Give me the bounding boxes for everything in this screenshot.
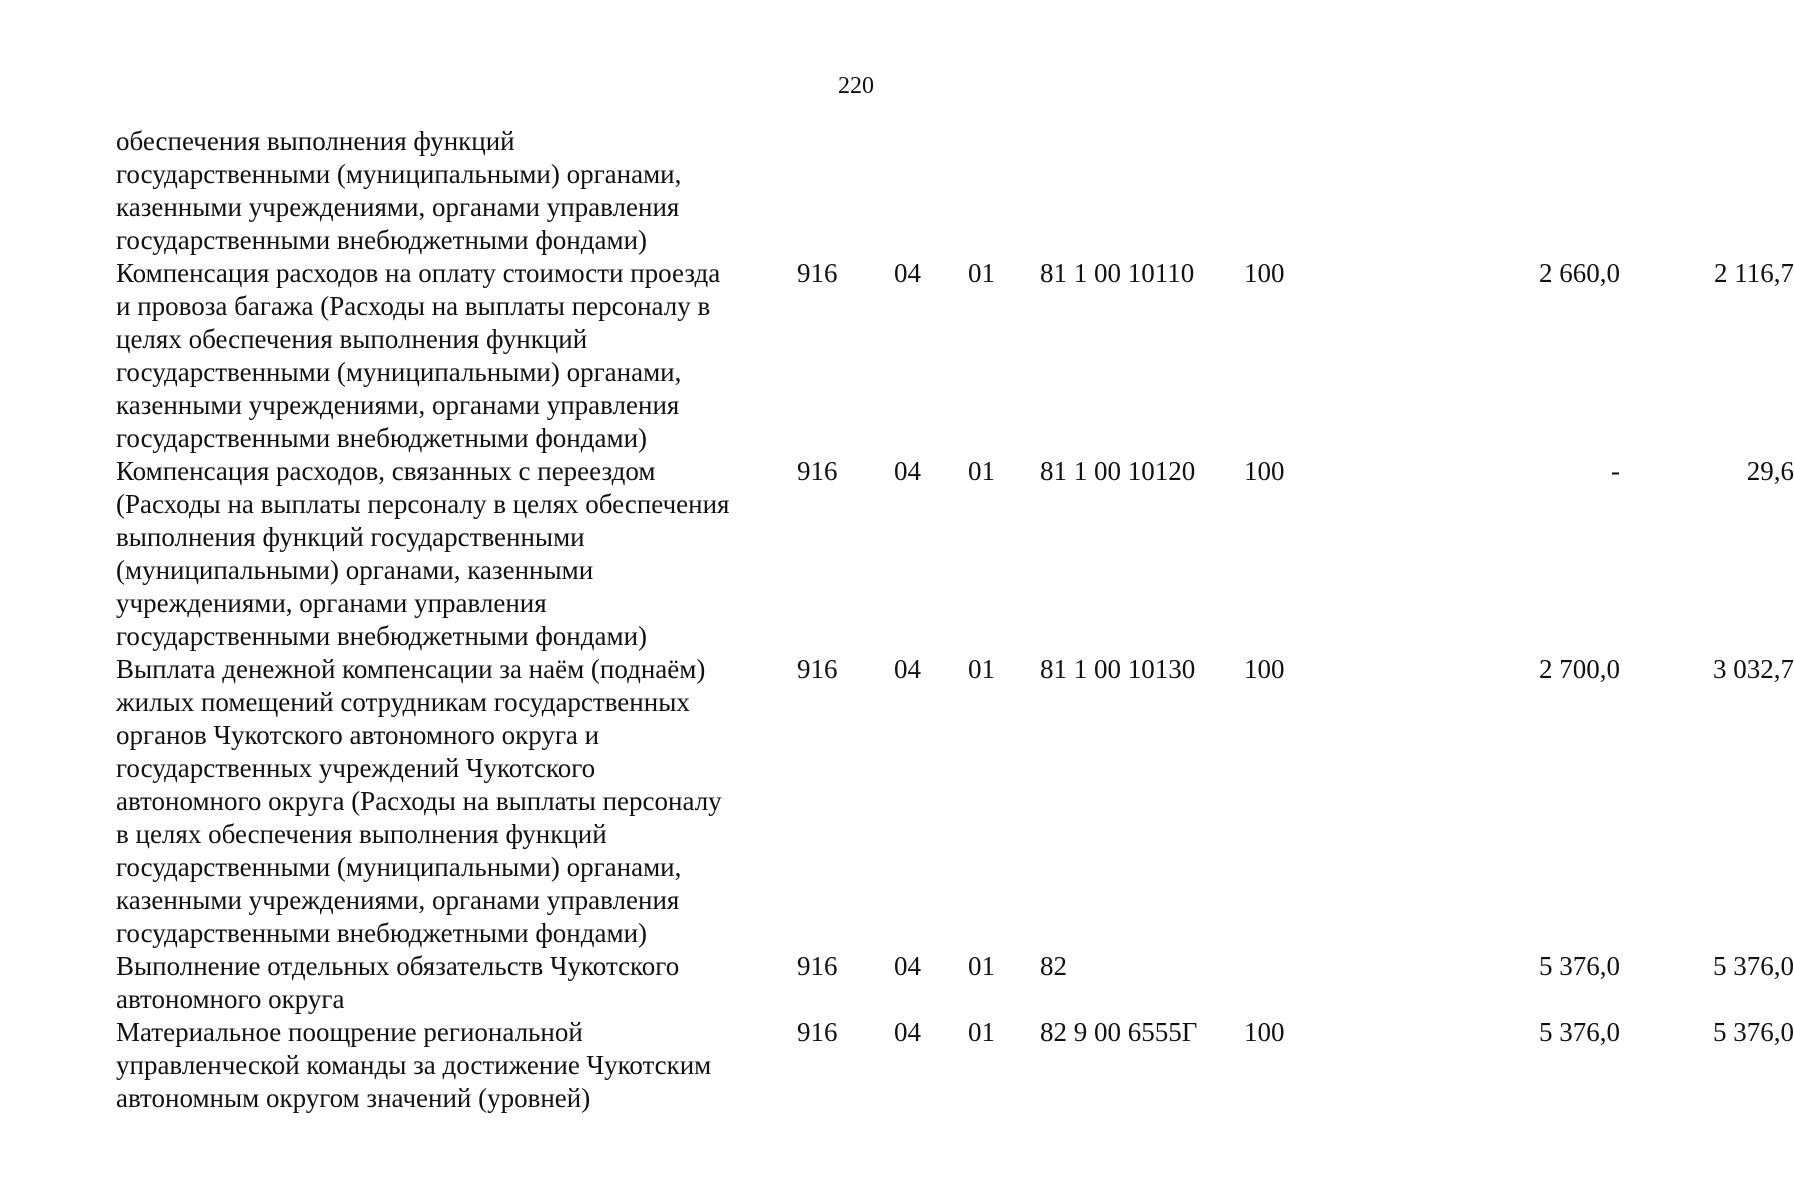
ministry-code: 916 xyxy=(797,951,838,981)
amount-1: 2 700,0 xyxy=(1539,654,1620,684)
section-code: 04 xyxy=(894,258,921,288)
target-article-code: 81 1 00 10130 xyxy=(1040,654,1196,684)
table-row xyxy=(116,125,1676,257)
subsection-code: 01 xyxy=(968,951,995,981)
budget-table xyxy=(116,125,1794,1115)
expense-type-code: 100 xyxy=(1244,456,1285,486)
section-code: 04 xyxy=(894,456,921,486)
row-description: обеспечения выполнения функций государственными (муниципальными) органами, казенными учреждениями, органами управления государственными внебюджетными фондами) xyxy=(116,126,682,255)
expense-type-code: 100 xyxy=(1244,1017,1285,1047)
amount-1: 5 376,0 xyxy=(1539,951,1620,981)
subsection-code: 01 xyxy=(968,456,995,486)
amount-1: 2 660,0 xyxy=(1539,258,1620,288)
amount-2: 5 376,0 xyxy=(1713,1017,1794,1047)
target-article-code: 82 9 00 6555Г xyxy=(1040,1017,1198,1047)
table-row xyxy=(116,257,1794,455)
section-code: 04 xyxy=(894,951,921,981)
subsection-code: 01 xyxy=(968,1017,995,1047)
ministry-code: 916 xyxy=(797,258,838,288)
target-article-code: 81 1 00 10110 xyxy=(1040,258,1195,288)
page-number: 220 xyxy=(838,73,874,99)
table-row xyxy=(116,1016,1794,1115)
row-description: Материальное поощрение региональной управленческой команды за достижение Чукотским автономным округом значений (уровней) xyxy=(116,1017,712,1113)
row-description: Выплата денежной компенсации за наём (поднаём) жилых помещений сотрудникам государственных органов Чукотского автономного округа и государственных учреждений Чукотского автономного округа (Расходы на выплаты персоналу в целях обеспечения выполнения функций государственными (муниципальными) органами, казенными учреждениями, органами управления государственными внебюджетными фондами) xyxy=(116,654,722,948)
expense-type-code: 100 xyxy=(1244,654,1285,684)
amount-2: 3 032,7 xyxy=(1713,654,1794,684)
target-article-code: 82 xyxy=(1040,951,1067,981)
amount-2: 2 116,7 xyxy=(1714,258,1794,288)
table-row xyxy=(116,950,1794,1016)
amount-1: 5 376,0 xyxy=(1539,1017,1620,1047)
expense-type-code: 100 xyxy=(1244,258,1285,288)
row-description: Компенсация расходов, связанных с переездом (Расходы на выплаты персоналу в целях обеспечения выполнения функций государственными (муниципальными) органами, казенными учреждениями, органами управления государственными внебюджетными фондами) xyxy=(116,456,730,651)
amount-1: - xyxy=(1611,456,1620,486)
subsection-code: 01 xyxy=(968,258,995,288)
table-row xyxy=(116,653,1794,950)
row-description: Компенсация расходов на оплату стоимости проезда и провоза багажа (Расходы на выплаты персоналу в целях обеспечения выполнения функций государственными (муниципальными) органами, казенными учреждениями, органами управления государственными внебюджетными фондами) xyxy=(116,258,721,453)
amount-2: 5 376,0 xyxy=(1713,951,1794,981)
section-code: 04 xyxy=(894,1017,921,1047)
ministry-code: 916 xyxy=(797,1017,838,1047)
row-description: Выполнение отдельных обязательств Чукотского автономного округа xyxy=(116,951,680,1014)
target-article-code: 81 1 00 10120 xyxy=(1040,456,1196,486)
amount-2: 29,6 xyxy=(1746,456,1794,486)
ministry-code: 916 xyxy=(797,654,838,684)
subsection-code: 01 xyxy=(968,654,995,684)
ministry-code: 916 xyxy=(797,456,838,486)
table-row xyxy=(116,455,1794,653)
section-code: 04 xyxy=(894,654,921,684)
